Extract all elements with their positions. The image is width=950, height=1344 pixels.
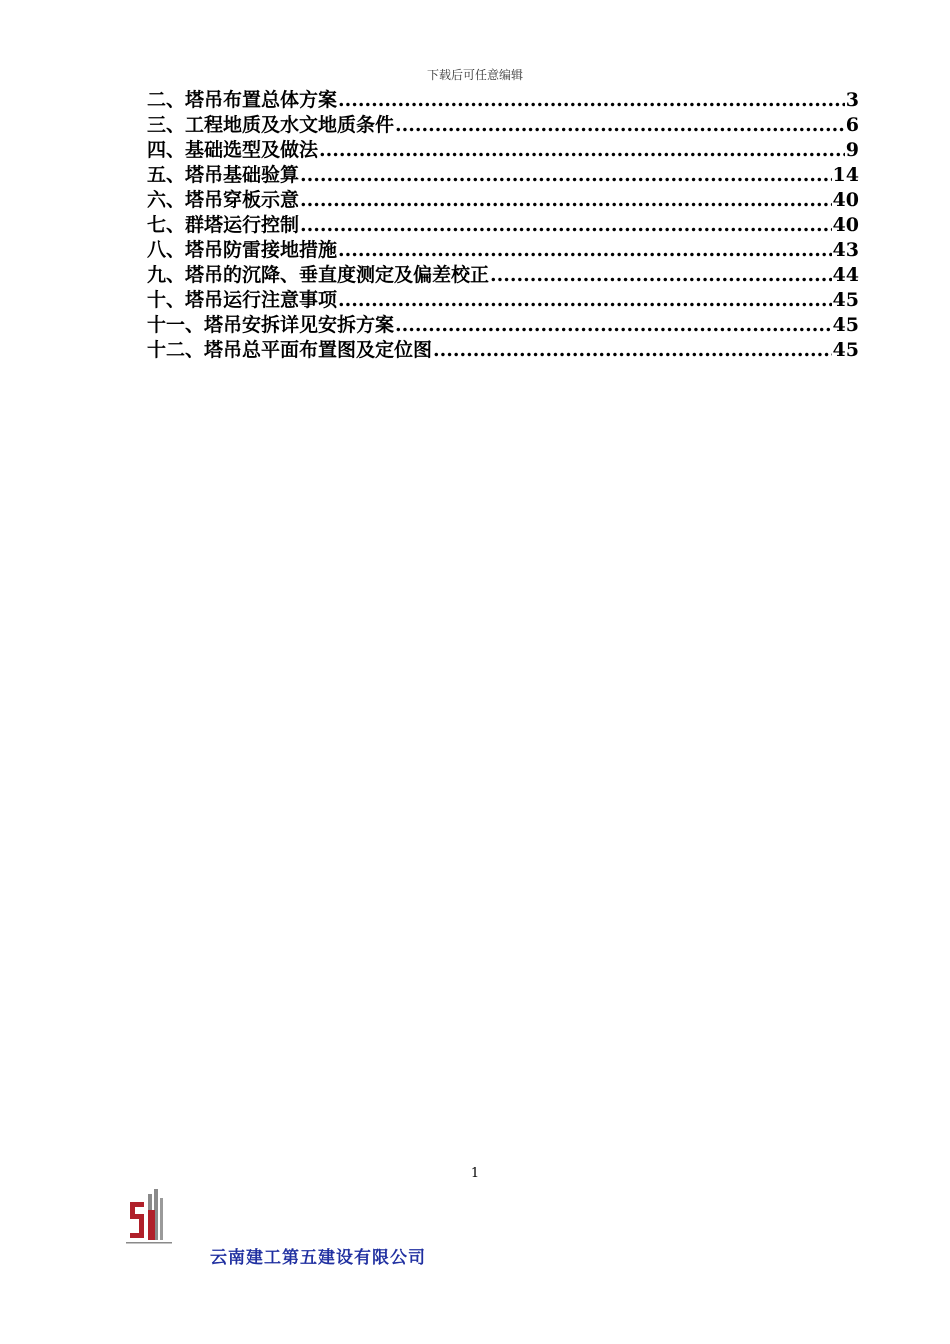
toc-entry-page: 9 [845,139,859,161]
toc-leader-dots [300,163,832,188]
toc-leader-dots [490,263,832,288]
toc-entry-page: 6 [845,114,859,136]
toc-entry[interactable] [147,188,859,213]
toc-entry-title: 五、塔吊基础验算 [147,164,300,186]
toc-entry[interactable] [147,263,859,288]
header-note: 下载后可任意编辑 [426,68,523,82]
toc-entry-page: 45 [832,314,859,336]
toc-leader-dots [338,288,832,313]
toc-entry-page: 45 [832,339,859,361]
toc-entry[interactable] [147,163,859,188]
toc-entry-page: 40 [832,189,859,211]
company-name: 云南建工第五建设有限公司 [210,1248,426,1268]
toc-entry-title: 十二、塔吊总平面布置图及定位图 [147,339,433,361]
toc-entry-page: 43 [832,239,859,261]
toc-entry-page: 3 [845,89,859,111]
toc-entry-title: 六、塔吊穿板示意 [147,189,300,211]
toc-leader-dots [338,88,845,113]
toc-leader-dots [395,113,845,138]
toc-entry-page: 44 [832,264,859,286]
toc-entry[interactable] [147,288,859,313]
toc-entry-page: 14 [832,164,859,186]
toc-entry[interactable] [147,213,859,238]
toc-entry-title: 八、塔吊防雷接地措施 [147,239,338,261]
toc-entry[interactable] [147,338,859,363]
toc-leader-dots [300,188,832,213]
toc-leader-dots [433,338,832,363]
toc-entry-title: 三、工程地质及水文地质条件 [147,114,395,136]
toc-entry-title: 二、塔吊布置总体方案 [147,89,338,111]
toc-entry[interactable] [147,138,859,163]
toc-entry-title: 十一、塔吊安拆详见安拆方案 [147,314,395,336]
toc-entry-title: 十、塔吊运行注意事项 [147,289,338,311]
company-logo-icon [124,1188,174,1246]
toc-leader-dots [395,313,832,338]
toc-leader-dots [319,138,845,163]
toc-entry-page: 45 [832,289,859,311]
toc-leader-dots [338,238,832,263]
toc-entry[interactable] [147,238,859,263]
toc-entry-page: 40 [832,214,859,236]
toc-entry-title: 九、塔吊的沉降、垂直度测定及偏差校正 [147,264,490,286]
toc-entry[interactable] [147,113,859,138]
toc-entry-title: 四、基础选型及做法 [147,139,319,161]
page-number: 1 [470,1166,480,1181]
toc-entry[interactable] [147,313,859,338]
table-of-contents [147,88,859,363]
toc-entry-title: 七、群塔运行控制 [147,214,300,236]
toc-entry[interactable] [147,88,859,113]
toc-leader-dots [300,213,832,238]
